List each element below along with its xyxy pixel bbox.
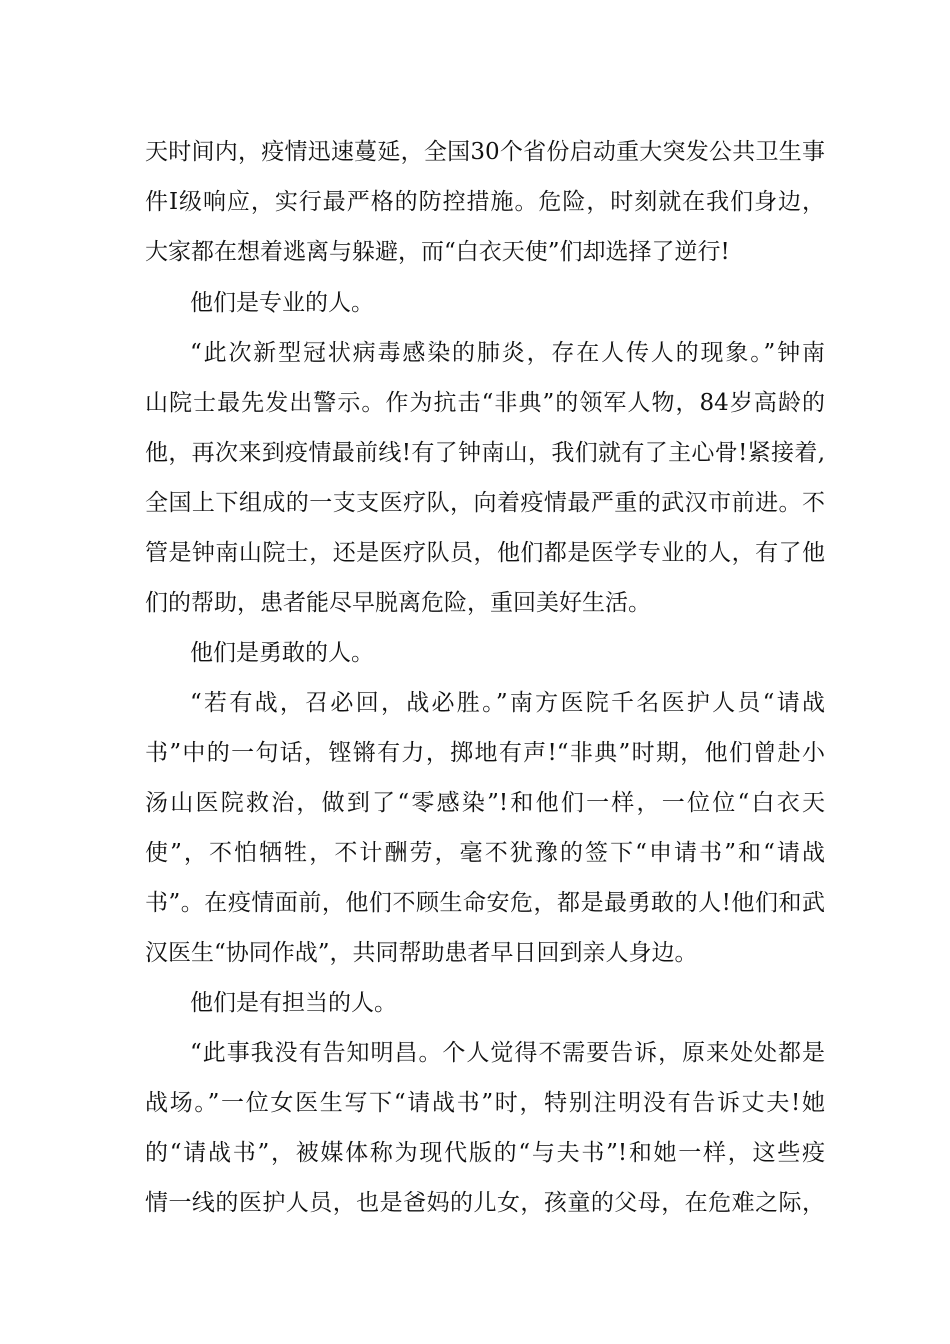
text-line: 天时间内，疫情迅速蔓延，全国30个省份启动重大突发公共卫生事: [145, 139, 825, 165]
text-line: 书”中的一句话，铿锵有力，掷地有声!“非典”时期，他们曾赴小: [145, 740, 825, 766]
text-line: 使”，不怕牺牲，不计酬劳，毫不犹豫的签下“申请书”和“请战: [145, 840, 825, 866]
text-line: 他，再次来到疫情最前线!有了钟南山，我们就有了主心骨!紧接着,: [145, 440, 825, 466]
text-line: 情一线的医护人员，也是爸妈的儿女，孩童的父母，在危难之际，: [145, 1190, 825, 1216]
text-line: 全国上下组成的一支支医疗队，向着疫情最严重的武汉市前进。不: [145, 490, 825, 516]
text-line: 战场。”一位女医生写下“请战书”时，特别注明没有告诉丈夫!她: [145, 1090, 825, 1116]
text-line: 书”。在疫情面前，他们不顾生命安危，都是最勇敢的人!他们和武: [145, 890, 825, 916]
section-heading: 他们是有担当的人。: [190, 990, 397, 1016]
text-line: 山院士最先发出警示。作为抗击“非典”的领军人物，84岁高龄的: [145, 390, 825, 416]
text-line: 管是钟南山院士，还是医疗队员，他们都是医学专业的人，有了他: [145, 540, 825, 566]
text-line: “此次新型冠状病毒感染的肺炎，存在人传人的现象。”钟南: [190, 340, 825, 366]
text-line: 件Ⅰ级响应，实行最严格的防控措施。危险，时刻就在我们身边，: [145, 189, 825, 215]
text-line: “此事我没有告知明昌。个人觉得不需要告诉，原来处处都是: [190, 1040, 825, 1066]
text-line: 汉医生“协同作战”，共同帮助患者早日回到亲人身边。: [145, 940, 698, 966]
text-line: 们的帮助，患者能尽早脱离危险，重回美好生活。: [145, 590, 651, 616]
text-line: 汤山医院救治，做到了“零感染”!和他们一样，一位位“白衣天: [145, 790, 825, 816]
text-line: 的“请战书”，被媒体称为现代版的“与夫书”!和她一样，这些疫: [145, 1140, 825, 1166]
section-heading: 他们是勇敢的人。: [190, 640, 374, 666]
section-heading: 他们是专业的人。: [190, 290, 374, 316]
text-line: “若有战，召必回，战必胜。”南方医院千名医护人员“请战: [190, 690, 825, 716]
text-line: 大家都在想着逃离与躲避，而“白衣天使”们却选择了逆行!: [145, 239, 730, 265]
